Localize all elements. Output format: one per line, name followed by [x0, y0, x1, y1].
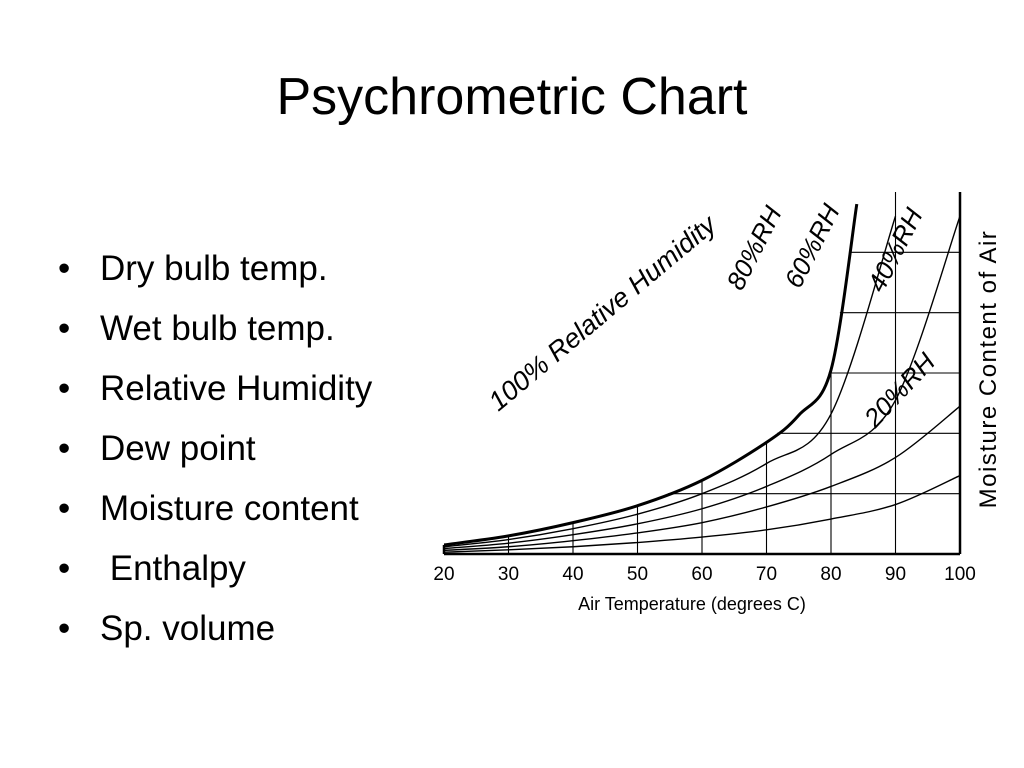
- bullet-list: [58, 242, 438, 662]
- bullet-item: [58, 242, 438, 302]
- bullet-text: Dry bulb temp.: [100, 249, 328, 288]
- bullet-dot: •: [58, 429, 71, 468]
- series-label: 40%RH: [861, 203, 929, 297]
- bullet-text: Wet bulb temp.: [100, 309, 335, 348]
- x-tick-label: 100: [944, 564, 976, 585]
- bullet-dot: •: [58, 249, 71, 288]
- x-tick-label: 80: [820, 564, 842, 585]
- bullet-text: Relative Humidity: [100, 369, 373, 408]
- bullet-dot: •: [58, 489, 71, 528]
- bullet-item: [58, 422, 438, 482]
- bullet-item: [58, 302, 438, 362]
- series-label: 80%RH: [720, 201, 788, 295]
- bullet-dot: •: [58, 609, 71, 648]
- bullet-dot: •: [58, 369, 71, 408]
- bullet-text: Moisture content: [100, 489, 359, 528]
- bullet-dot: •: [58, 549, 71, 588]
- bullet-text: Sp. volume: [100, 609, 276, 648]
- bullet-item: [58, 362, 438, 422]
- bullet-text: Dew point: [100, 429, 256, 468]
- x-axis-label: Air Temperature (degrees C): [578, 594, 806, 614]
- bullet-item: [58, 482, 438, 542]
- bullet-dot: •: [58, 309, 71, 348]
- series-label: 60%RH: [778, 199, 846, 293]
- series-label: 100% Relative Humidity: [482, 209, 722, 417]
- bullet-text: Enthalpy: [100, 549, 246, 588]
- x-tick-label: 30: [497, 564, 520, 585]
- series-label: 20%RH: [857, 346, 941, 433]
- x-tick-label: 90: [884, 564, 907, 585]
- bullet-item: [58, 542, 438, 602]
- y-axis-label: Moisture Content of Air: [975, 229, 1002, 509]
- slide-title: Psychrometric Chart: [276, 68, 748, 126]
- x-tick-label: 70: [755, 564, 778, 585]
- x-tick-label: 40: [562, 564, 584, 585]
- x-tick-label: 50: [626, 564, 649, 585]
- x-tick-label: 20: [433, 564, 455, 585]
- psychrometric-chart: [428, 182, 1002, 632]
- x-tick-label: 60: [691, 564, 713, 585]
- bullet-item: [58, 602, 438, 662]
